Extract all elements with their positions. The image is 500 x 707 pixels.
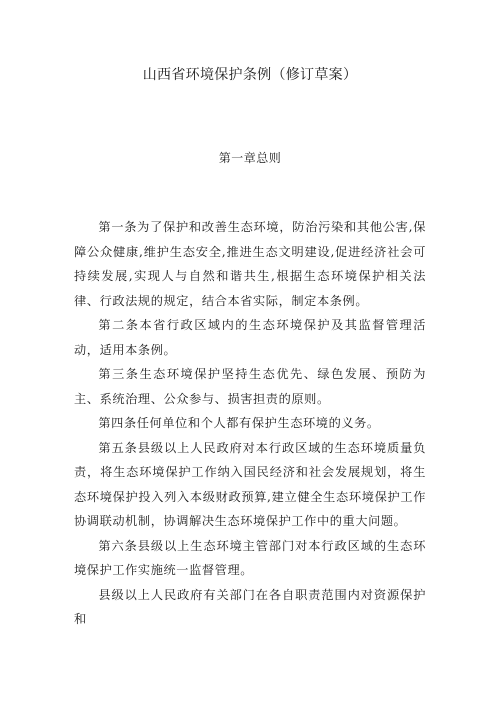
- paragraph-article-2: 第二条本省行政区域内的生态环境保护及其监督管理活动，适用本条例。: [74, 318, 426, 357]
- paragraph-article-3: 第三条生态环境保护坚持生态优先、绿色发展、预防为主、系统治理、公众参与、损害担责的原则。: [74, 367, 426, 406]
- paragraph-article-4: 第四条任何单位和个人都有保护生态环境的义务。: [98, 416, 380, 430]
- paragraph-article-1: 第一条为了保护和改善生态环境，防治污染和其他公害,保障公众健康,维护生态安全,推进生态文明建设,促进经济社会可持续发展,实现人与自然和谐共生,根据生态环境保护相关法律、行政法规的规定，结合本省实际，制定本条例。: [74, 220, 426, 308]
- document-title: 山西省环境保护条例（修订草案）: [142, 67, 358, 83]
- paragraph-article-6-continued: 县级以上人民政府有关部门在各自职责范围内对资源保护和: [74, 587, 426, 626]
- paragraph-article-5: 第五条县级以上人民政府对本行政区域的生态环境质量负责，将生态环境保护工作纳入国民经济和社会发展规划，将生态环境保护投入列入本级财政预算,建立健全生态环境保护工作协调联动机制，协调解决生态环境保护工作中的重大问题。: [74, 440, 426, 528]
- document-body: [74, 215, 426, 632]
- chapter-heading: 第一章总则: [218, 151, 282, 165]
- paragraph-article-6: 第六条县级以上生态环境主管部门对本行政区域的生态环境保护工作实施统一监督管理。: [74, 538, 426, 577]
